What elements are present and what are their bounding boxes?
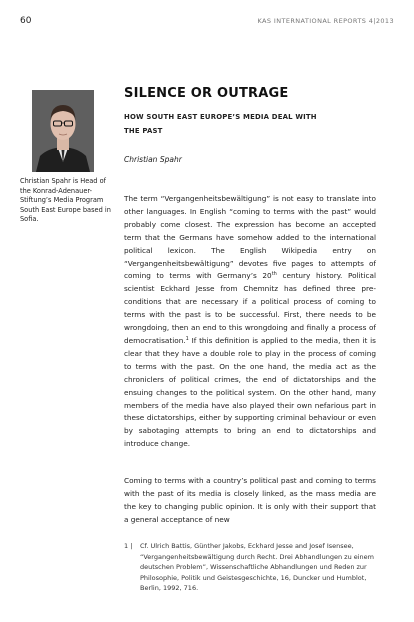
article-subtitle: HOW SOUTH EAST EUROPE’S MEDIA DEAL WITH THE PAST bbox=[124, 113, 317, 135]
body-text-segment: If this definition is applied to the media, then it is clear that they have a double role to play in the process of coming to terms with the past. On the one hand, the media act as the chroniclers of political crimes, the end of dictatorships and the ensuing changes to the political system. On the other hand, many members of the media have also played their own nefarious part in these dictatorships, either by supporting criminal behaviour or even by sabotaging attempts to bring an end to dictatorships and introduce change. bbox=[124, 335, 376, 449]
footnote-text: Cf. Ulrich Battis, Günther Jakobs, Eckhard Jesse and Josef Isensee, “Vergangenheitsbewältigung durch Recht. Drei Abhandlungen zu einem deutschen Problem”, Wissenschaftliche Abhandlungen und Reden zur Philosophie, Politik und Geistesgeschichte, 16, Duncker und Humblot, Berlin, 1992, 716. bbox=[140, 542, 375, 592]
body-text-segment: century history. Political scientist Eckhard Jesse from Chemnitz has defined three pre-conditions that are necessary if a political process of coming to terms with the past is to be successful. First, there needs to be wrongdoing, then an end to this wrongdoing and finally a process of democratisation. bbox=[124, 271, 376, 345]
footnote-reference[interactable]: 1 bbox=[185, 335, 189, 342]
footnote bbox=[124, 541, 376, 594]
page-number: 60 bbox=[20, 16, 32, 26]
author-caption: Christian Spahr is Head of the Konrad-Adenauer-Stiftung’s Media Program South East Europe based in Sofia. bbox=[20, 177, 111, 224]
body-text-segment: The term “Vergangenheitsbewältigung” is not easy to translate into other languages. In English “coming to terms with the past” would probably come closest. The expression has become an accepted term that the Germans have somehow added to the international political lexicon. The English Wikipedia entry on “Vergangenheitsbewältigung” devotes five pages to attempts of coming to terms with Germany’s 20 bbox=[124, 194, 376, 281]
author-photo bbox=[32, 90, 94, 172]
superscript-ordinal: th bbox=[271, 271, 277, 278]
body-paragraph bbox=[124, 193, 376, 451]
body-paragraph: Coming to terms with a country’s political past and coming to terms with the past of its media is closely linked, as the mass media are the key to changing public opinion. It is only with their support that a general acceptance of new bbox=[124, 476, 376, 524]
running-header: KAS INTERNATIONAL REPORTS 4|2013 bbox=[257, 17, 394, 25]
author-portrait-icon bbox=[32, 90, 94, 172]
author-name: Christian Spahr bbox=[124, 155, 182, 164]
footnote-marker: 1 | bbox=[124, 542, 133, 550]
article-title: SILENCE OR OUTRAGE bbox=[124, 86, 289, 101]
